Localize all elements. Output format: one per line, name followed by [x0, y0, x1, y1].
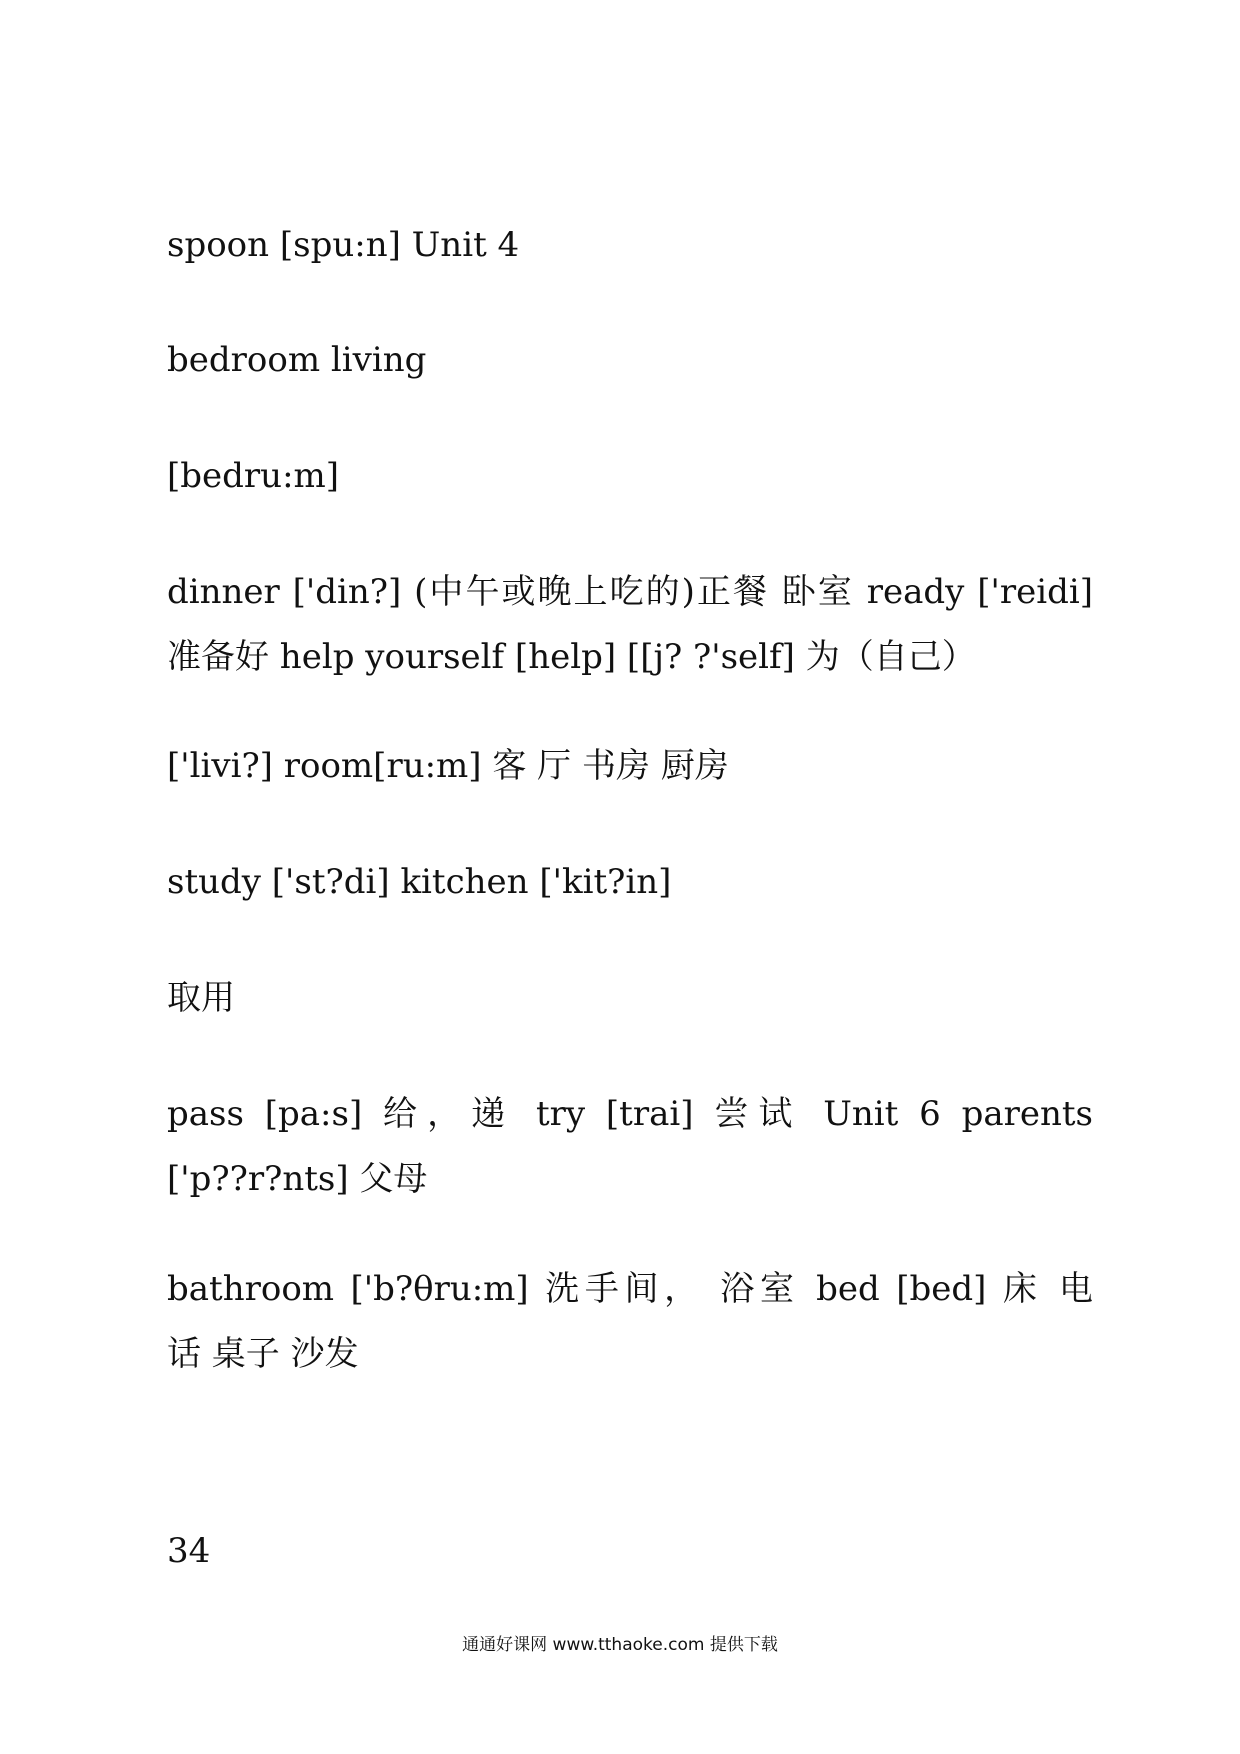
text-line: 准备好 help yourself [help] [[j? ?'self] 为（自己） — [167, 637, 976, 677]
paragraph-spoon — [167, 213, 1093, 278]
paragraph-bedroom-living — [167, 328, 1093, 393]
paragraph-bathroom — [167, 1257, 1093, 1387]
paragraph-bedroom-phonetic — [167, 444, 1093, 509]
text-line: ['livi?] room[ru:m] 客 厅 书房 厨房 — [167, 746, 729, 786]
text-line: 话 桌子 沙发 — [167, 1334, 359, 1374]
text-line: study ['st?di] kitchen ['kit?in] — [167, 862, 672, 902]
footer-text: 通通好课网 www.tthaoke.com 提供下载 — [462, 1635, 778, 1655]
text-line: 取用 — [167, 978, 235, 1018]
text-line: dinner ['din?] (中午或晚上吃的)正餐 卧室 ready ['reidi] — [167, 572, 1093, 612]
paragraph-pass-try — [167, 1082, 1093, 1212]
page-number: 34 — [167, 1531, 211, 1571]
text-line: ['p??r?nts] 父母 — [167, 1159, 428, 1199]
text-line: spoon [spu:n] Unit 4 — [167, 225, 520, 265]
text-line: bedroom living — [167, 340, 427, 380]
paragraph-living-room — [167, 734, 1093, 799]
paragraph-quyong — [167, 966, 1093, 1031]
text-line: bathroom ['b?θru:m] 洗手间， 浴室 bed [bed] 床 电 — [167, 1269, 1093, 1309]
text-line: pass [pa:s] 给，递 try [trai] 尝试 Unit 6 parents — [167, 1094, 1093, 1134]
text-line: [bedru:m] — [167, 456, 340, 496]
paragraph-dinner — [167, 560, 1093, 690]
paragraph-study-kitchen — [167, 850, 1093, 915]
